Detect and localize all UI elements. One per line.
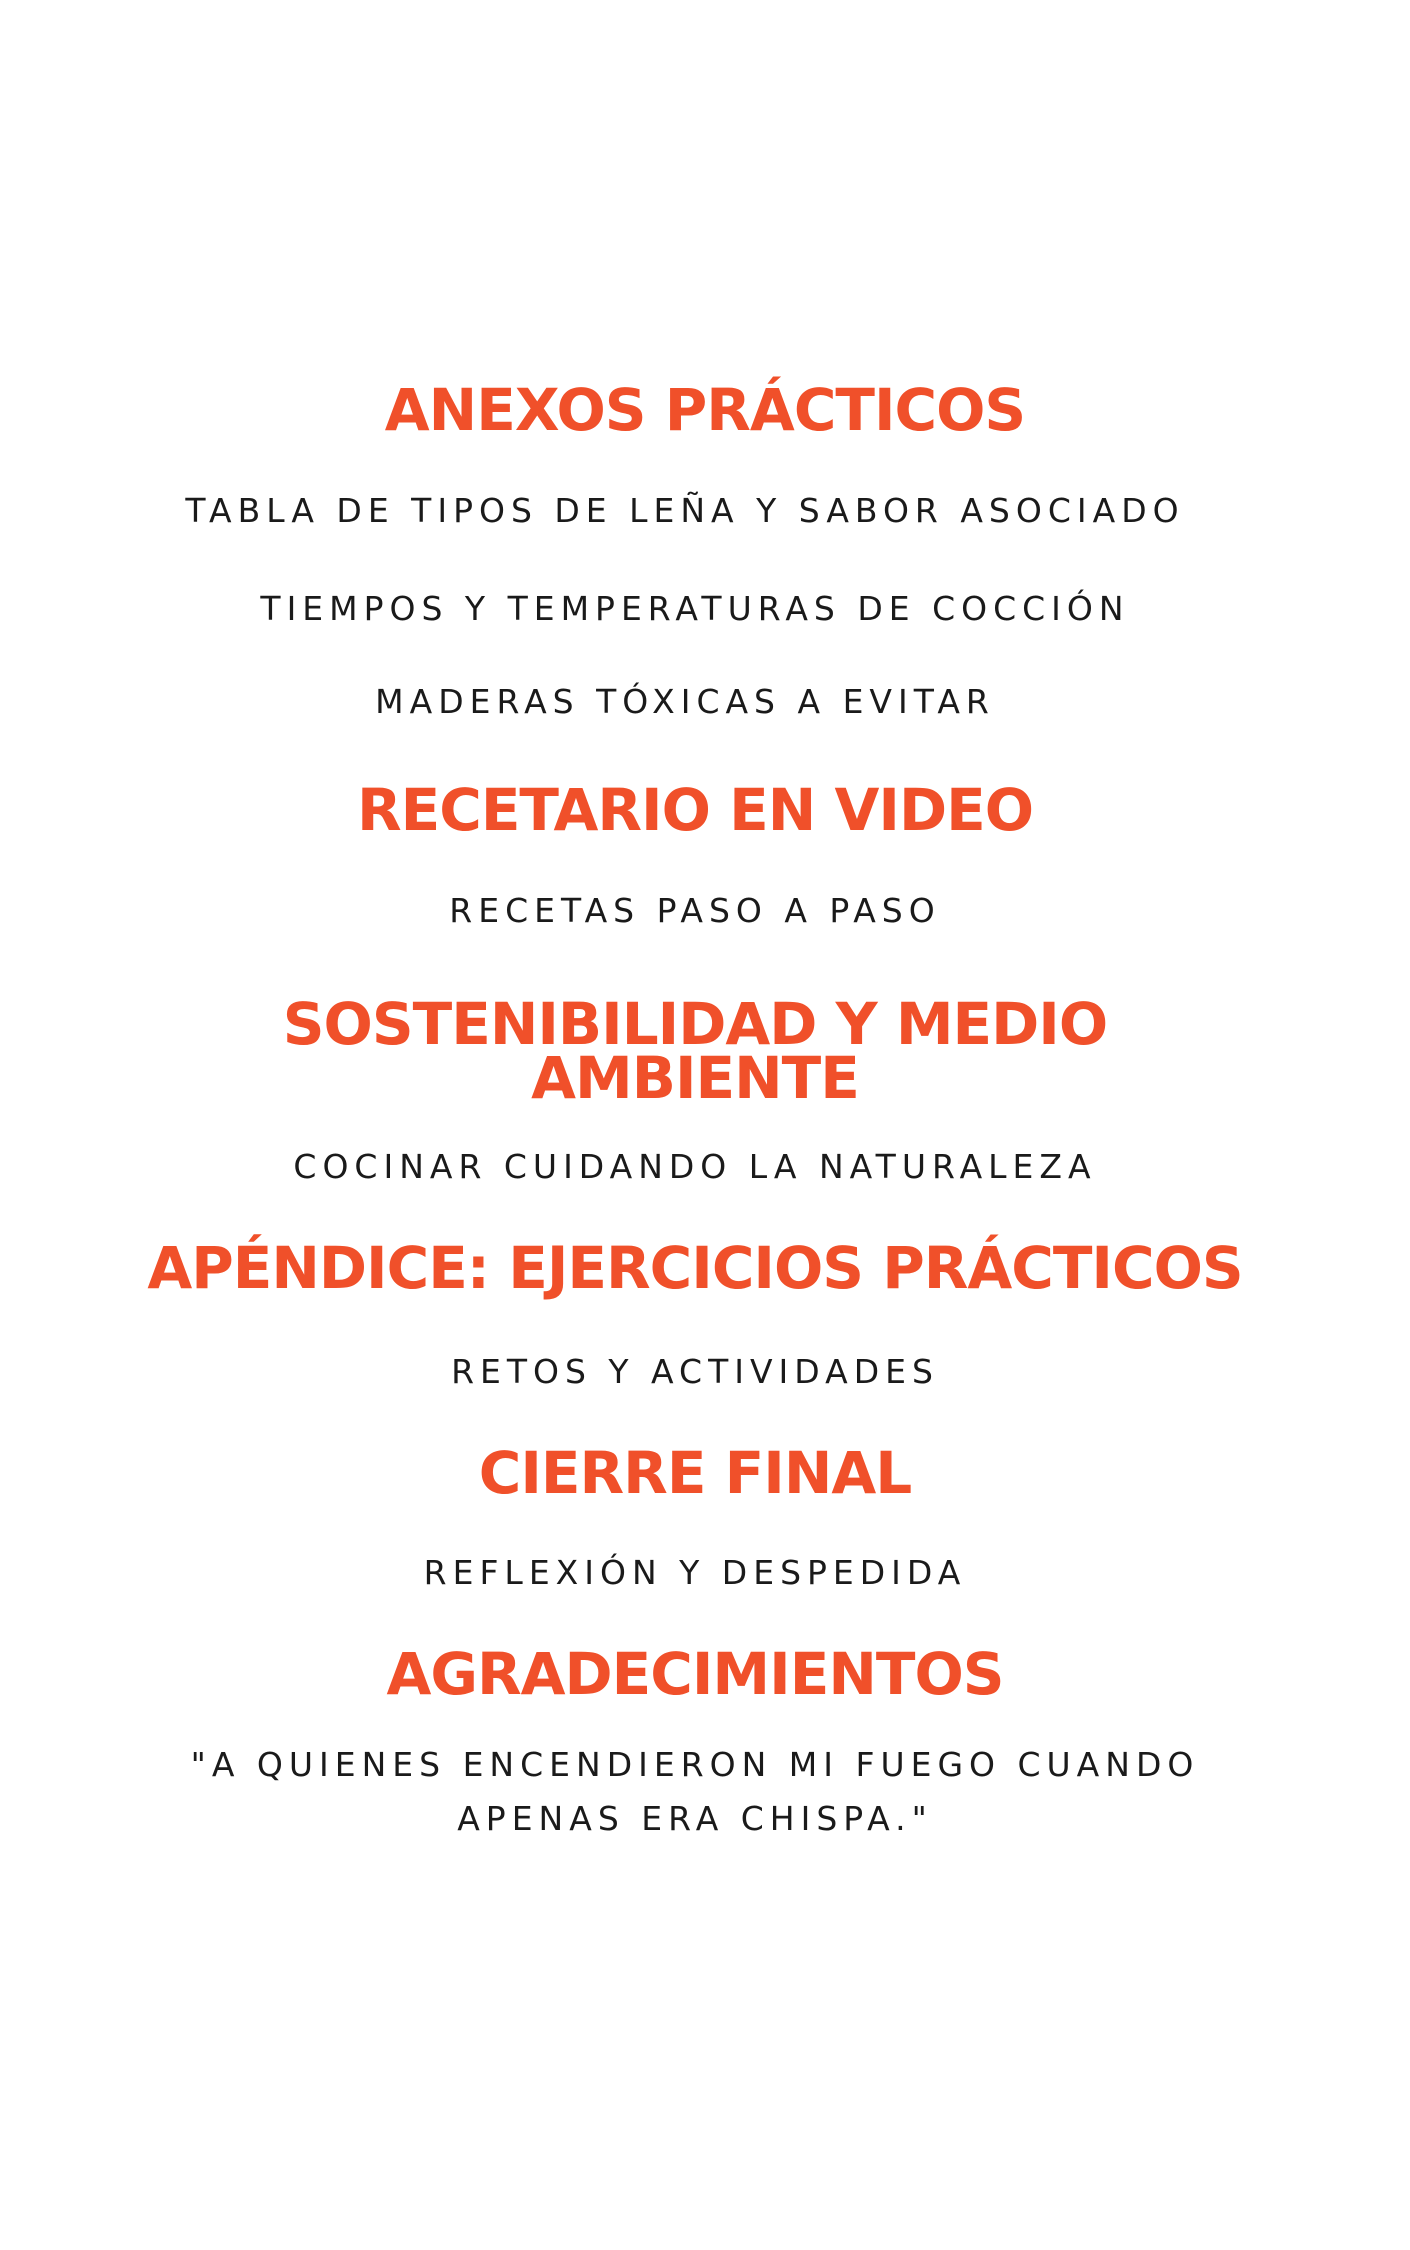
item-maderas-toxicas: MADERAS TÓXICAS A EVITAR: [375, 682, 995, 721]
item-recetas-paso: RECETAS PASO A PASO: [449, 891, 941, 930]
heading-apendice: APÉNDICE: EJERCICIOS PRÁCTICOS: [147, 1234, 1243, 1302]
item-tiempos-temperaturas: TIEMPOS Y TEMPERATURAS DE COCCIÓN: [260, 589, 1130, 628]
heading-sostenibilidad-line-1: SOSTENIBILIDAD Y MEDIO: [282, 990, 1108, 1058]
heading-anexos-practicos: ANEXOS PRÁCTICOS: [384, 376, 1026, 444]
item-retos-actividades: RETOS Y ACTIVIDADES: [451, 1352, 939, 1391]
heading-sostenibilidad-line-2: AMBIENTE: [531, 1044, 859, 1112]
heading-sostenibilidad: [0, 990, 1400, 1112]
item-reflexion-despedida: REFLEXIÓN Y DESPEDIDA: [423, 1553, 967, 1592]
quote-line-1: "A QUIENES ENCENDIERON MI FUEGO CUANDO: [190, 1745, 1200, 1784]
item-tabla-lena: TABLA DE TIPOS DE LEÑA Y SABOR ASOCIADO: [185, 491, 1185, 530]
quote-line-2: APENAS ERA CHISPA.": [457, 1799, 933, 1838]
heading-cierre-final: CIERRE FINAL: [478, 1439, 912, 1507]
quote-agradecimientos: [0, 1738, 1400, 1846]
heading-recetario-video: RECETARIO EN VIDEO: [356, 776, 1034, 844]
item-cocinar-naturaleza: COCINAR CUIDANDO LA NATURALEZA: [293, 1147, 1097, 1186]
heading-agradecimientos: AGRADECIMIENTOS: [386, 1640, 1004, 1708]
